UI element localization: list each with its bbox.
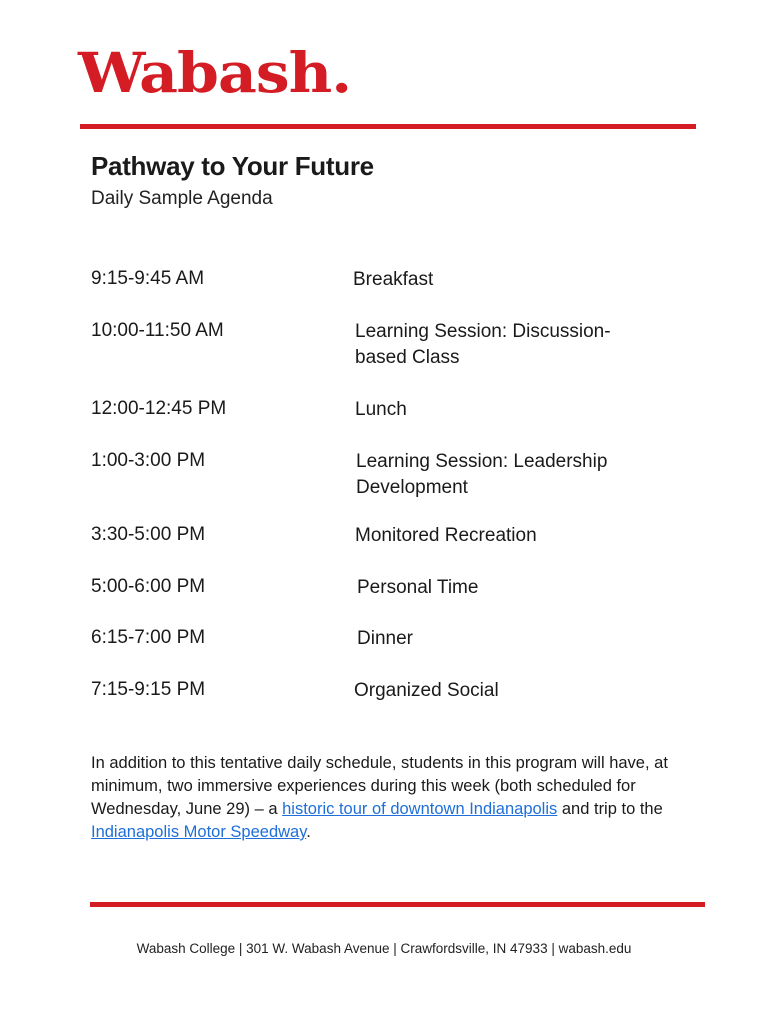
top-divider [80, 124, 696, 129]
agenda-event: Dinner [357, 628, 413, 649]
agenda-event: Breakfast [353, 269, 434, 290]
agenda-time: 5:00-6:00 PM [91, 576, 206, 597]
agenda-time: 12:00-12:45 PM [91, 398, 227, 419]
agenda-event: Lunch [355, 399, 407, 420]
agenda-time: 9:15-9:45 AM [91, 268, 205, 289]
historic-tour-link[interactable]: historic tour of downtown Indianapolis [282, 800, 558, 818]
page-subtitle: Daily Sample Agenda [91, 188, 273, 209]
footer-address: Wabash College | 301 W. Wabash Avenue | Crawfordsville, IN 47933 | wabash.edu [136, 941, 632, 956]
bottom-divider [90, 902, 705, 907]
agenda-event: Personal Time [357, 577, 479, 598]
note-text-after: . [306, 823, 311, 841]
agenda-time: 3:30-5:00 PM [91, 524, 206, 545]
agenda-time: 10:00-11:50 AM [91, 320, 224, 341]
agenda-event: Learning Session: Discussion-based Class [355, 321, 611, 368]
note-text-middle: and trip to the [557, 800, 663, 818]
agenda-event: Monitored Recreation [355, 525, 537, 546]
note-text-before: In addition to this tentative daily schedule, students in this program will have, at minimum, two immersive experiences during this week (both scheduled for Wednesday, June 29) – a [91, 754, 668, 818]
schedule-note [91, 752, 691, 844]
agenda-time: 1:00-3:00 PM [91, 450, 206, 471]
agenda-time: 6:15-7:00 PM [91, 627, 206, 648]
agenda-event: Learning Session: Leadership Development [356, 451, 608, 498]
wabash-logo: Wabash. [78, 41, 352, 106]
page-title: Pathway to Your Future [91, 151, 374, 181]
speedway-link[interactable]: Indianapolis Motor Speedway [91, 823, 307, 841]
agenda-time: 7:15-9:15 PM [91, 679, 206, 700]
agenda-event: Organized Social [354, 680, 499, 701]
